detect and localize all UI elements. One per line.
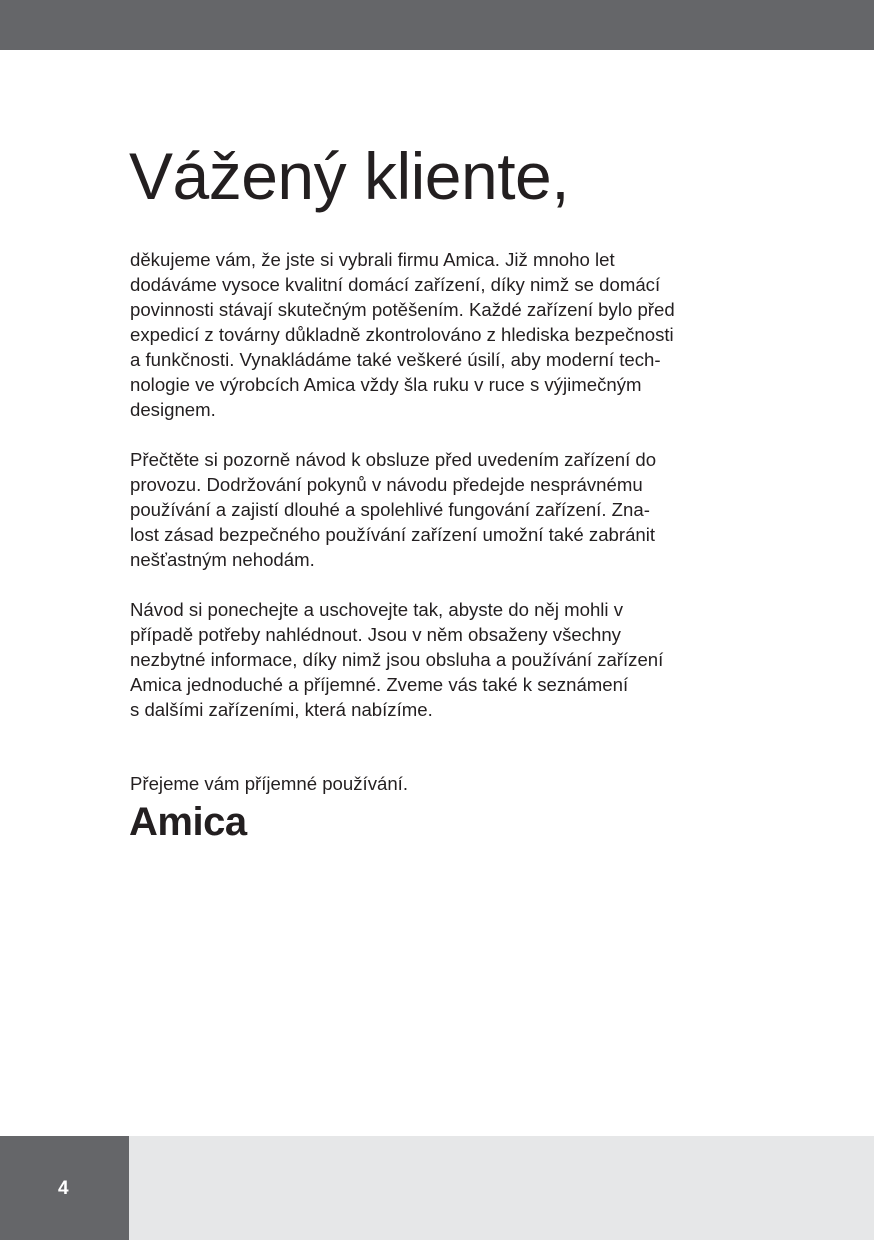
text-line: používání a zajistí dlouhé a spolehlivé fungování zařízení. Zna-	[130, 499, 650, 520]
text-line: a funkčnosti. Vynakládáme také veškeré úsilí, aby moderní tech-	[130, 349, 661, 370]
body-text	[130, 247, 750, 722]
paragraph-instructions	[130, 447, 750, 572]
closing-line: Přejeme vám příjemné používání.	[130, 773, 408, 794]
footer-bar	[0, 1136, 874, 1240]
text-line: děkujeme vám, že jste si vybrali firmu Amica. Již mnoho let	[130, 249, 615, 270]
text-line: nešťastným nehodám.	[130, 549, 315, 570]
text-line: designem.	[130, 399, 216, 420]
paragraph-intro	[130, 247, 750, 422]
page-heading: Vážený kliente,	[129, 139, 570, 213]
text-line: Návod si ponechejte a uschovejte tak, abyste do něj mohli v	[130, 599, 624, 620]
text-line: dodáváme vysoce kvalitní domácí zařízení, díky nimž se domácí	[130, 274, 661, 295]
text-line: provozu. Dodržování pokynů v návodu předejde nesprávnému	[130, 474, 643, 495]
top-header-bar	[0, 0, 874, 50]
text-line: Přečtěte si pozorně návod k obsluze před uvedením zařízení do	[130, 449, 657, 470]
amica-logo: Amica	[129, 800, 247, 844]
text-line: Amica jednoduché a příjemné. Zveme vás také k seznámení	[130, 674, 629, 695]
text-line: s dalšími zařízeními, která nabízíme.	[130, 699, 433, 720]
page-number: 4	[58, 1178, 69, 1199]
text-line: nologie ve výrobcích Amica vždy šla ruku v ruce s výjimečným	[130, 374, 642, 395]
text-line: povinnosti stávají skutečným potěšením. Každé zařízení bylo před	[130, 299, 675, 320]
text-line: nezbytné informace, díky nimž jsou obsluha a používání zařízení	[130, 649, 664, 670]
paragraph-keep-manual	[130, 597, 750, 722]
text-line: lost zásad bezpečného používání zařízení umožní také zabránit	[130, 524, 656, 545]
text-line: expedicí z továrny důkladně zkontrolováno z hlediska bezpečnosti	[130, 324, 674, 345]
page-number-box	[0, 1136, 129, 1240]
text-line: případě potřeby nahlédnout. Jsou v něm obsaženy všechny	[130, 624, 621, 645]
